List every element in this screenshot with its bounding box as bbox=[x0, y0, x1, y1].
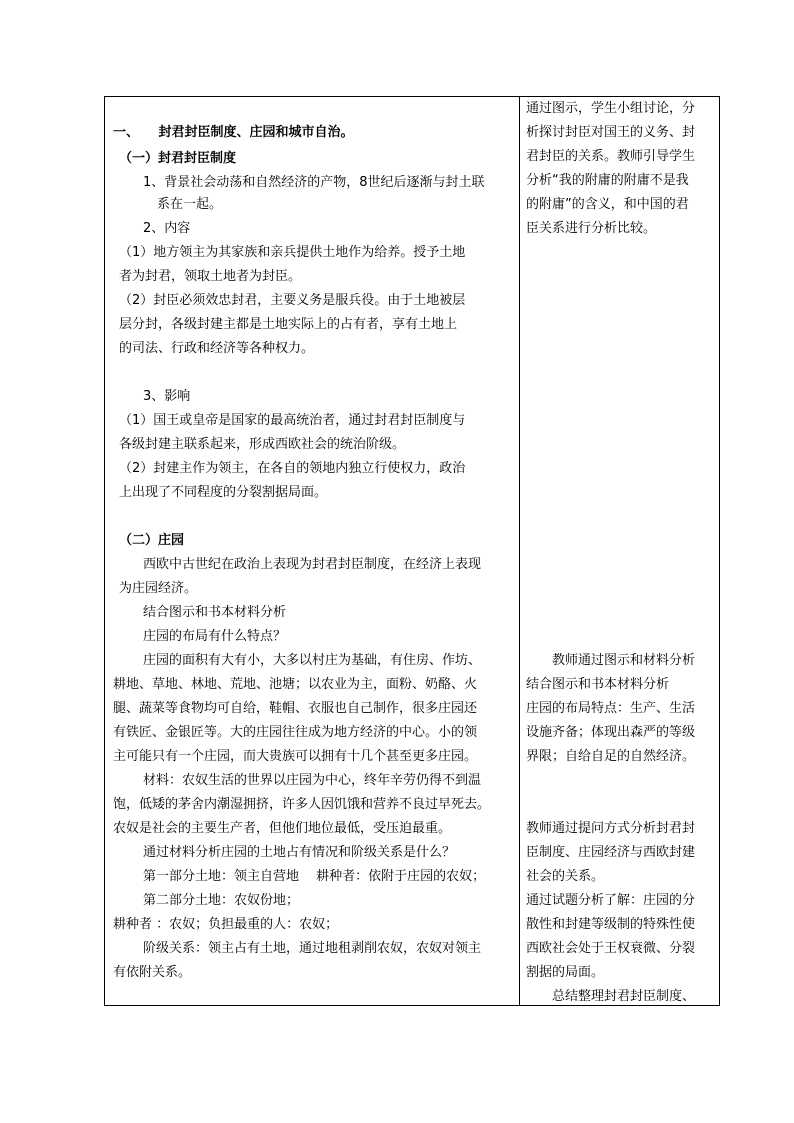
paragraph-line: 者为封君，领取土地者为封臣。 bbox=[119, 269, 302, 284]
note-line: 界限；自给自足的自然经济。 bbox=[526, 749, 696, 764]
paragraph-line: 2、内容 bbox=[143, 221, 191, 236]
note-line: 君封臣的关系。教师引导学生 bbox=[526, 149, 696, 164]
paragraph-line: 阶级关系：领主占有土地，通过地租剥削农奴，农奴对领主 bbox=[143, 941, 482, 956]
note-line: 通过试题分析了解：庄园的分 bbox=[526, 893, 696, 908]
paragraph-line: 第二部分土地：农奴份地； bbox=[143, 893, 300, 908]
paragraph-line: （2）封臣必须效忠封君，主要义务是服兵役。由于土地被层 bbox=[119, 293, 466, 308]
paragraph-line: 各级封建主联系起来，形成西欧社会的统治阶级。 bbox=[119, 437, 406, 452]
note-line: 教师通过图示和材料分析 bbox=[552, 653, 696, 668]
paragraph-line: （1）国王或皇帝是国家的最高统治者，通过封君封臣制度与 bbox=[119, 413, 466, 428]
section-heading-manor: （二）庄园 bbox=[119, 533, 185, 548]
section-heading-feudal: （一）封君封臣制度 bbox=[119, 151, 237, 166]
paragraph-line: 有铁匠、金银匠等。大的庄园往往成为地方经济的中心。小的领 bbox=[113, 725, 478, 740]
content-column bbox=[105, 97, 519, 1005]
paragraph-line: 层分封，各级封建主都是土地实际上的占有者，享有土地上 bbox=[119, 317, 458, 332]
note-line: 臣关系进行分析比较。 bbox=[526, 221, 657, 236]
lesson-table bbox=[104, 96, 720, 1006]
paragraph-line: 结合图示和书本材料分析 bbox=[143, 605, 287, 620]
note-line: 臣制度、庄园经济与西欧封建 bbox=[526, 845, 696, 860]
note-line: 析探讨封臣对国王的义务、封 bbox=[526, 125, 696, 140]
paragraph-line: 上出现了不同程度的分裂割据局面。 bbox=[119, 485, 328, 500]
paragraph-line: 系在一起。 bbox=[157, 197, 223, 212]
note-line: 割据的局面。 bbox=[526, 965, 605, 980]
note-line: 结合图示和书本材料分析 bbox=[526, 677, 670, 692]
section-title: 一、 封君封臣制度、庄园和城市自治。 bbox=[113, 125, 354, 140]
paragraph-line: 第一部分土地：领主自营地 耕种者：依附于庄园的农奴； bbox=[143, 869, 486, 884]
note-line: 西欧社会处于王权衰微、分裂 bbox=[526, 941, 696, 956]
paragraph-line: 3、影响 bbox=[143, 389, 191, 404]
paragraph-line: 腿、蔬菜等食物均可自给，鞋帽、衣服也自己制作，很多庄园还 bbox=[113, 701, 478, 716]
note-line: 散性和封建等级制的特殊性使 bbox=[526, 917, 696, 932]
paragraph-line: 饱，低矮的茅舍内潮湿拥挤，许多人因饥饿和营养不良过早死去。 bbox=[113, 797, 491, 812]
paragraph-line: 西欧中古世纪在政治上表现为封君封臣制度，在经济上表现 bbox=[143, 557, 482, 572]
note-line: 设施齐备；体现出森严的等级 bbox=[526, 725, 696, 740]
paragraph-line: 耕地、草地、林地、荒地、池塘；以农业为主，面粉、奶酪、火 bbox=[113, 677, 478, 692]
note-line: 教师通过提问方式分析封君封 bbox=[526, 821, 696, 836]
paragraph-line: 有依附关系。 bbox=[113, 965, 192, 980]
note-line: 分析“我的附庸的附庸不是我 bbox=[526, 173, 689, 188]
paragraph-line: 农奴是社会的主要生产者，但他们地位最低，受压迫最重。 bbox=[113, 821, 452, 836]
note-line: 总结整理封君封臣制度、 bbox=[552, 989, 696, 1004]
paragraph-line: 通过材料分析庄园的土地占有情况和阶级关系是什么？ bbox=[143, 845, 456, 860]
note-line: 庄园的布局特点：生产、生活 bbox=[526, 701, 696, 716]
teaching-notes-column bbox=[520, 97, 719, 1005]
paragraph-line: 主可能只有一个庄园，而大贵族可以拥有十几个甚至更多庄园。 bbox=[113, 749, 478, 764]
paragraph-line: 耕种者 ：农奴；负担最重的人：农奴； bbox=[113, 917, 339, 932]
paragraph-line: （1）地方领主为其家族和亲兵提供土地作为给养。授予土地 bbox=[119, 245, 466, 260]
paragraph-line: 的司法、行政和经济等各种权力。 bbox=[119, 341, 315, 356]
paragraph-line: 庄园的布局有什么特点？ bbox=[143, 629, 287, 644]
note-line: 社会的关系。 bbox=[526, 869, 605, 884]
paragraph-line: 庄园的面积有大有小，大多以村庄为基础，有住房、作坊、 bbox=[143, 653, 482, 668]
note-line: 通过图示，学生小组讨论，分 bbox=[526, 101, 696, 116]
paragraph-line: （2）封建主作为领主，在各自的领地内独立行使权力，政治 bbox=[119, 461, 466, 476]
note-line: 的附庸”的含义，和中国的君 bbox=[526, 197, 689, 212]
paragraph-line: 为庄园经济。 bbox=[119, 581, 198, 596]
paragraph-line: 1、背景社会动荡和自然经济的产物，8世纪后逐渐与封土联 bbox=[143, 175, 485, 190]
paragraph-line: 材料：农奴生活的世界以庄园为中心，终年辛劳仍得不到温 bbox=[143, 773, 482, 788]
